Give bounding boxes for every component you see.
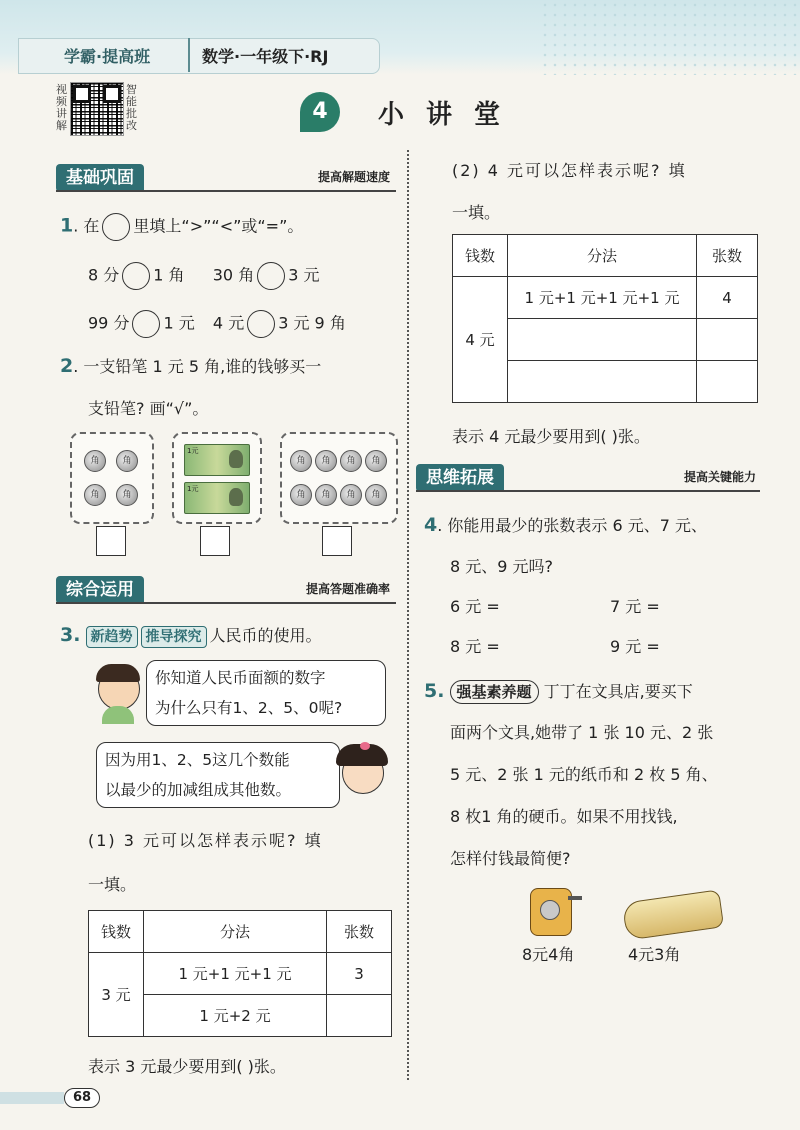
th-count: 张数	[697, 235, 758, 277]
q4-9yuan[interactable]: 9 元 =	[610, 637, 660, 656]
q5-line1: 5. 强基素养题 丁丁在文具店,要买下	[424, 680, 693, 702]
answer-circle[interactable]	[257, 262, 285, 290]
sharpener-hole	[540, 900, 560, 920]
section-subtitle: 提高答题准确率	[305, 582, 390, 596]
banknote-icon	[184, 482, 250, 514]
lesson-title: 小讲堂	[378, 100, 523, 130]
bubble1-line1: 你知道人民币面额的数字	[155, 669, 326, 687]
tag-core-literacy: 强基素养题	[450, 680, 539, 704]
q2-text1: . 一支铅笔 1 元 5 角,谁的钱够买一	[73, 357, 322, 376]
q2-line1	[60, 355, 321, 378]
q1-r2-left1: 99 分	[88, 313, 130, 333]
q3-part1-answer[interactable]: 表示 3 元最少要用到( )张。	[88, 1057, 286, 1076]
cell-method: 1 元+2 元	[144, 995, 327, 1037]
q5-line3: 5 元、2 张 1 元的纸币和 2 枚 5 角、	[450, 765, 718, 784]
answer-circle[interactable]	[247, 310, 275, 338]
q3-title-text: 人民币的使用。	[209, 626, 322, 645]
coin-icon: 角	[116, 450, 138, 472]
bubble2-line1: 因为用1、2、5这几个数能	[105, 751, 290, 769]
q4-6yuan[interactable]: 6 元 =	[450, 597, 500, 616]
q1-r2-right2: 3 元 9 角	[278, 313, 346, 333]
cell-count: 3	[327, 953, 392, 995]
coin-icon: 角	[290, 450, 312, 472]
q3-number: 3	[60, 624, 74, 646]
section-underline	[56, 190, 396, 192]
q4-number: 4	[424, 514, 438, 536]
lesson-number-badge: 4	[300, 92, 340, 132]
coin-icon: 角	[365, 484, 387, 506]
q5-line5: 怎样付钱最简便?	[450, 849, 571, 868]
q1-stem	[60, 213, 303, 241]
bubble2-line2: 以最少的加减组成其他数。	[105, 781, 292, 799]
q5-line4: 8 枚1 角的硬币。如果不用找钱,	[450, 807, 678, 826]
q1-row2	[88, 310, 346, 338]
q5-text1: 丁丁在文具店,要买下	[538, 682, 693, 701]
q3-part1-line2: 一填。	[88, 875, 137, 894]
section-subtitle: 提高解题速度	[317, 170, 390, 184]
tag-inquiry: 推导探究	[141, 626, 207, 648]
q4-line1	[424, 514, 707, 537]
th-amount: 钱数	[89, 911, 144, 953]
check-box[interactable]	[200, 526, 230, 556]
cell-method: 1 元+1 元+1 元	[144, 953, 327, 995]
q2-number: 2	[60, 355, 74, 377]
bubble1-line2: 为什么只有1、2、5、0呢?	[155, 699, 343, 717]
coin-icon: 角	[290, 484, 312, 506]
q5-line2: 面两个文具,她带了 1 张 10 元、2 张	[450, 723, 714, 742]
cell-method-blank[interactable]	[508, 319, 697, 361]
q4-text1: . 你能用最少的张数表示 6 元、7 元、	[437, 516, 708, 535]
money-group-coins-8	[280, 432, 398, 524]
cell-count: 4	[697, 277, 758, 319]
cell-count-blank[interactable]	[697, 319, 758, 361]
q3-part2-line1: (2) 4 元可以怎样表示呢? 填	[452, 161, 687, 180]
q4-8yuan[interactable]: 8 元 =	[450, 637, 500, 656]
section-tag: 思维拓展	[416, 464, 504, 492]
q1-r1-left2: 30 角	[212, 265, 255, 285]
section-tag: 综合运用	[56, 576, 144, 604]
q3-part1-line1: (1) 3 元可以怎样表示呢? 填	[88, 831, 323, 850]
q1-stem-b: 里填上“>”“<”或“=”。	[133, 216, 304, 236]
qr-right-label: 智能批改	[126, 83, 137, 132]
q3-part2-line2: 一填。	[452, 203, 501, 222]
page-number: 68	[64, 1088, 100, 1108]
section-comprehensive	[56, 576, 396, 604]
qr-left-label: 视频讲解	[56, 83, 67, 132]
q1-r2-left2: 4 元	[212, 313, 245, 333]
answer-circle[interactable]	[122, 262, 150, 290]
header-pattern	[540, 0, 800, 75]
q3-title: 3. 新趋势 推导探究 人民币的使用。	[60, 624, 322, 646]
boy-shirt	[102, 706, 134, 724]
q4-line2: 8 元、9 元吗?	[450, 557, 554, 576]
speech-bubble-girl	[96, 742, 340, 808]
q1-number: 1	[60, 214, 74, 237]
coin-icon: 角	[340, 450, 362, 472]
coin-icon: 角	[84, 484, 106, 506]
tag-new-trend: 新趋势	[86, 626, 138, 648]
section-thinking	[416, 464, 760, 492]
q3-part2-answer[interactable]: 表示 4 元最少要用到( )张。	[452, 427, 650, 446]
cell-count-blank[interactable]	[697, 361, 758, 403]
th-count: 张数	[327, 911, 392, 953]
cell-amount: 4 元	[453, 277, 508, 403]
girl-hair-bow	[360, 742, 370, 750]
page-footer-bar	[0, 1092, 64, 1104]
coin-icon: 角	[315, 450, 337, 472]
item2-price: 4元3角	[628, 945, 681, 964]
coin-icon: 角	[116, 484, 138, 506]
cell-method: 1 元+1 元+1 元+1 元	[508, 277, 697, 319]
cell-amount: 3 元	[89, 953, 144, 1037]
banknote-icon	[184, 444, 250, 476]
page-header	[0, 0, 800, 75]
coin-icon: 角	[315, 484, 337, 506]
money-group-coins-4	[70, 432, 154, 524]
q1-row1	[88, 262, 319, 290]
cell-count-blank[interactable]	[327, 995, 392, 1037]
section-subtitle: 提高关键能力	[683, 470, 756, 484]
check-box[interactable]	[96, 526, 126, 556]
coin-icon: 角	[365, 450, 387, 472]
boy-hair	[96, 664, 140, 682]
th-amount: 钱数	[453, 235, 508, 277]
coin-icon: 角	[340, 484, 362, 506]
check-box[interactable]	[322, 526, 352, 556]
q1-r1-right2: 3 元	[288, 265, 320, 285]
th-method: 分法	[144, 911, 327, 953]
section-underline	[56, 602, 396, 604]
th-method: 分法	[508, 235, 697, 277]
sharpener-crank	[568, 896, 582, 900]
pencil-case-icon	[622, 889, 724, 940]
book-subject-title: 数学·一年级下·RJ	[202, 47, 329, 66]
q2-line2: 支铅笔? 画“√”。	[88, 399, 209, 418]
note-label: 1元	[187, 485, 199, 493]
qr-code-icon[interactable]	[70, 82, 124, 136]
answer-circle[interactable]	[132, 310, 160, 338]
q1-r1-right1: 1 角	[153, 265, 185, 285]
header-divider	[188, 38, 190, 72]
item1-price: 8元4角	[522, 945, 575, 964]
q1-stem-a: . 在	[73, 216, 100, 236]
section-basic	[56, 164, 396, 192]
circle-sample	[102, 213, 130, 241]
section-tag: 基础巩固	[56, 164, 144, 192]
column-divider	[407, 150, 409, 1080]
cell-method-blank[interactable]	[508, 361, 697, 403]
coin-icon: 角	[84, 450, 106, 472]
book-series-title: 学霸·提高班	[64, 47, 151, 66]
table-4yuan	[452, 234, 758, 403]
q5-number: 5	[424, 680, 438, 702]
q1-r2-right1: 1 元	[163, 313, 195, 333]
q1-r1-left1: 8 分	[88, 265, 120, 285]
table-3yuan	[88, 910, 392, 1037]
note-label: 1元	[187, 447, 199, 455]
speech-bubble-boy	[146, 660, 386, 726]
money-group-notes-2	[172, 432, 262, 524]
section-underline	[416, 490, 760, 492]
q4-7yuan[interactable]: 7 元 =	[610, 597, 660, 616]
